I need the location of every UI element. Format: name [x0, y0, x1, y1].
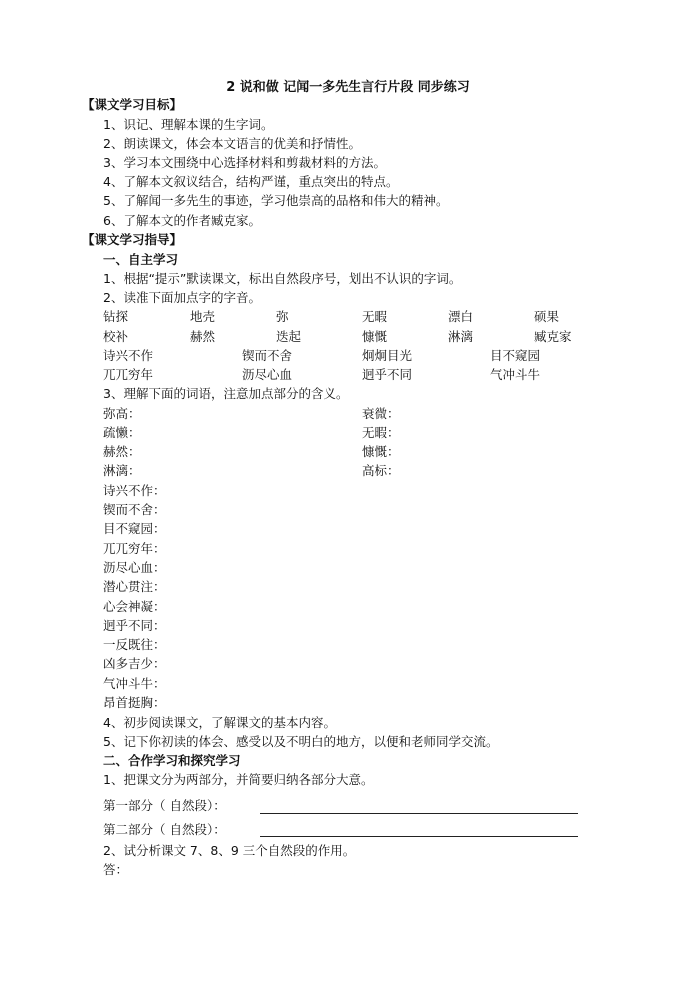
part1-q2: 2、读准下面加点字的字音。 — [103, 290, 261, 305]
guide-header: 【课文学习指导】 — [82, 232, 183, 247]
part-b-label: 第二部分（ 自然段）： — [103, 822, 226, 837]
pron-word: 漂白 — [448, 309, 474, 324]
part1-q4: 4、初步阅读课文，了解课文的基本内容。 — [103, 715, 336, 730]
page-title: 2 说和做 记闻一多先生言行片段 同步练习 — [226, 80, 470, 95]
pron-word: 目不窥园 — [490, 348, 541, 363]
part-a-label: 第一部分（ 自然段）： — [103, 798, 226, 813]
pron-word: 地壳 — [190, 309, 216, 324]
vocab-item: 凶多吉少： — [103, 656, 166, 671]
pron-word: 锲而不舍 — [242, 348, 293, 363]
vocab-item: 兀兀穷年： — [103, 541, 166, 556]
pron-word: 迭起 — [276, 329, 302, 344]
vocab-item: 心会神凝： — [103, 599, 166, 614]
vocab-item: 气冲斗牛： — [103, 676, 166, 691]
vocab-item: 淋漓： — [103, 463, 141, 478]
pron-word: 兀兀穷年 — [103, 367, 154, 382]
vocab-item: 潜心贯注： — [103, 579, 166, 594]
pron-word: 炯炯目光 — [362, 348, 413, 363]
vocab-item: 锲而不舍： — [103, 502, 166, 517]
vocab-item: 弥高： — [103, 406, 141, 421]
goal-item-1: 1、识记、理解本课的生字词。 — [103, 117, 274, 132]
goal-item-5: 5、了解闻一多先生的事迹，学习他崇高的品格和伟大的精神。 — [103, 193, 449, 208]
part2-q2: 2、试分析课文 7、8、9 三个自然段的作用。 — [103, 843, 356, 858]
pron-word: 校补 — [103, 329, 129, 344]
pron-word: 硕果 — [534, 309, 560, 324]
pron-word: 赫然 — [190, 329, 216, 344]
vocab-item: 沥尽心血： — [103, 560, 166, 575]
goal-item-6: 6、了解本文的作者臧克家。 — [103, 213, 261, 228]
vocab-item: 衰微： — [362, 406, 400, 421]
vocab-item: 诗兴不作： — [103, 483, 166, 498]
vocab-item: 疏懒： — [103, 425, 141, 440]
goal-item-3: 3、学习本文围绕中心选择材料和剪裁材料的方法。 — [103, 155, 386, 170]
part-a-answer-line[interactable] — [260, 813, 578, 814]
pron-word: 淋漓 — [448, 329, 474, 344]
pron-word: 迥乎不同 — [362, 367, 413, 382]
vocab-item: 赫然： — [103, 444, 141, 459]
goal-item-4: 4、了解本文叙议结合，结构严谨，重点突出的特点。 — [103, 174, 399, 189]
pron-word: 沥尽心血 — [242, 367, 293, 382]
part-b-answer-line[interactable] — [260, 836, 578, 837]
vocab-item: 迥乎不同： — [103, 618, 166, 633]
pron-word: 慷慨 — [362, 329, 388, 344]
part2-q1: 1、把课文分为两部分，并简要归纳各部分大意。 — [103, 772, 374, 787]
part1-q1: 1、根据“提示”默读课文，标出自然段序号，划出不认识的字词。 — [103, 271, 462, 286]
pron-word: 气冲斗牛 — [490, 367, 541, 382]
pron-word: 诗兴不作 — [103, 348, 154, 363]
vocab-item: 目不窥园： — [103, 521, 166, 536]
answer-label: 答： — [103, 862, 129, 877]
pron-word: 无暇 — [362, 309, 388, 324]
part1-q3: 3、理解下面的词语，注意加点部分的含义。 — [103, 386, 349, 401]
pron-word: 钻探 — [103, 309, 129, 324]
vocab-item: 慷慨： — [362, 444, 400, 459]
vocab-item: 一反既往： — [103, 637, 166, 652]
vocab-item: 昂首挺胸： — [103, 695, 166, 710]
part2-title: 二、合作学习和探究学习 — [103, 753, 241, 768]
part1-title: 一、自主学习 — [103, 252, 179, 267]
goals-header: 【课文学习目标】 — [82, 97, 183, 112]
vocab-item: 无暇： — [362, 425, 400, 440]
goal-item-2: 2、朗读课文，体会本文语言的优美和抒情性。 — [103, 136, 361, 151]
vocab-item: 高标： — [362, 463, 400, 478]
pron-word: 臧克家 — [534, 329, 572, 344]
pron-word: 弥 — [276, 309, 289, 324]
part1-q5: 5、记下你初读的体会、感受以及不明白的地方，以便和老师同学交流。 — [103, 734, 499, 749]
